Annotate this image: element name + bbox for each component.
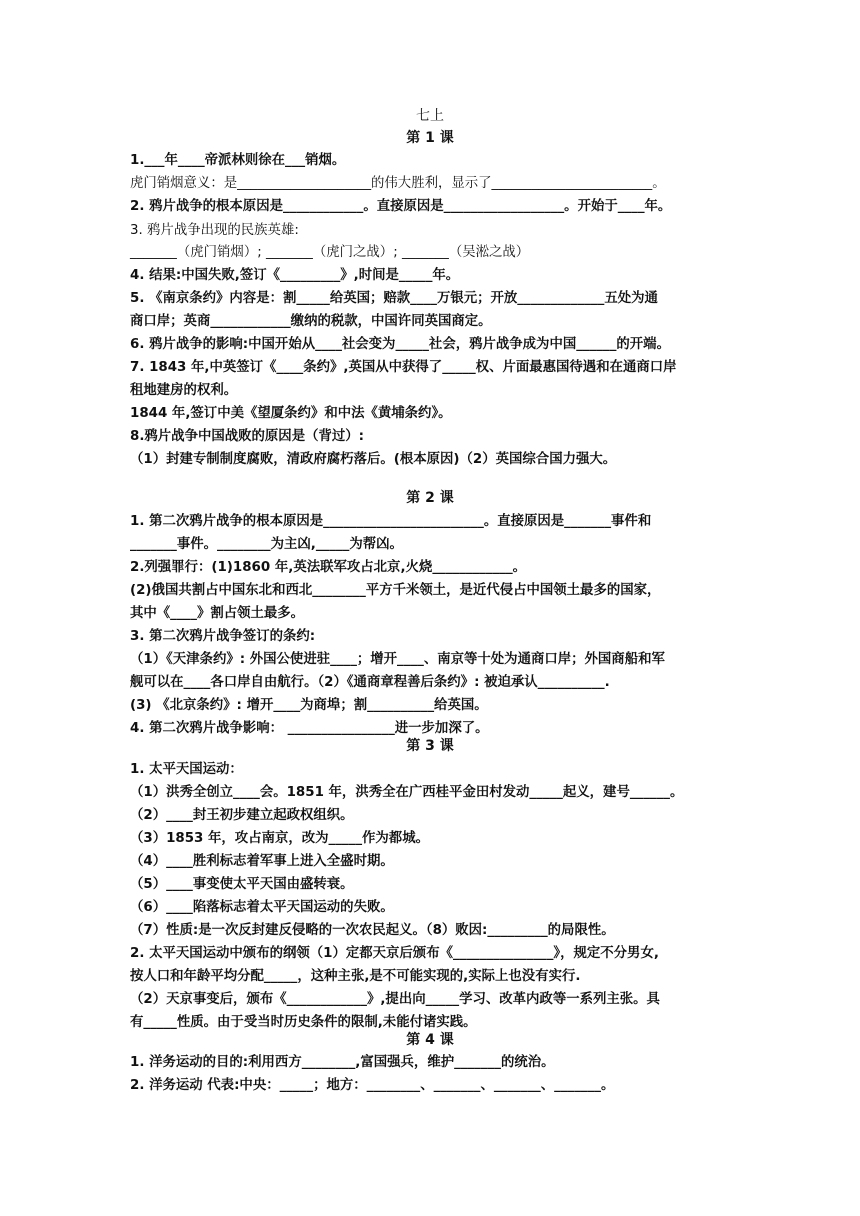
question-line: 虎门销烟意义：是____________________的伟大胜利，显示了________________________。 [130,176,666,191]
lesson-heading: 第 1 课 [406,130,454,146]
question-line: 租地建房的权利。 [130,383,238,398]
question-line: 1.___年____帝派林则徐在___销烟。 [130,153,346,168]
question-line: 按人口和年龄平均分配_____，这种主张,是不可能实现的,实际上也没有实行. [130,969,581,984]
question-line: 商口岸；英商____________缴纳的税款，中国许同英国商定。 [130,314,492,329]
question-line: 舰可以在____各口岸自由航行。（2）《通商章程善后条约》: 被迫承认__________. [130,675,610,690]
question-line: （4）____胜利标志着军事上进入全盛时期。 [130,854,394,869]
question-line: 5. 《南京条约》内容是：割_____给英国；赔款____万银元；开放_____________五处为通 [130,291,658,306]
question-line: 2. 太平天国运动中颁布的纲领（1）定都天京后颁布《_______________》，规定不分男女, [130,946,659,961]
question-line: （7）性质:是一次反封建反侵略的一次农民起义。（8）败因:_________的局限性。 [130,923,615,938]
question-line: （5）____事变使太平天国由盛转衰。 [130,877,354,892]
question-line: (3) 《北京条约》: 增开____为商埠；割__________给英国。 [130,698,488,713]
question-line: 1. 太平天国运动： [130,762,243,777]
question-line: 8.鸦片战争中国战败的原因是（背过）: [130,429,365,444]
question-line: 4. 第二次鸦片战争影响： ________________进一步加深了。 [130,721,489,736]
question-line: （1）洪秀全创立____会。1851 年，洪秀全在广西桂平金田村发动_____起义，建号______。 [130,785,684,800]
question-line: 1844 年,签订中美《望厦条约》和中法《黄埔条约》。 [130,406,452,421]
question-line: 2. 洋务运动 代表:中央：_____；地方：________、_______、_______、_______。 [130,1078,615,1093]
question-line: （1）封建专制制度腐败，清政府腐朽落后。(根本原因)（2）英国综合国力强大。 [130,452,617,467]
question-line: （3）1853 年，攻占南京，改为_____作为都城。 [130,831,429,846]
question-line: 4. 结果:中国失败,签订《_________》,时间是_____年。 [130,268,460,283]
question-line: （6）____陷落标志着太平天国运动的失败。 [130,900,394,915]
question-line: 2. 鸦片战争的根本原因是____________。直接原因是__________________。开始于____年。 [130,199,672,214]
lesson-heading: 第 2 课 [406,490,454,506]
question-line: 有_____性质。由于受当时历史条件的限制,未能付诸实践。 [130,1015,477,1030]
question-line: 其中《____》割占领土最多。 [130,606,305,621]
question-line: 3. 第二次鸦片战争签订的条约: [130,629,316,644]
question-line: 2.列强罪行：(1)1860 年,英法联军攻占北京,火烧____________。 [130,560,527,575]
lesson-heading: 第 3 课 [406,738,454,754]
lesson-heading: 第 4 课 [406,1032,454,1048]
question-line: （2）天京事变后，颁布《____________》,提出向_____学习、改革内政等一系列主张。具 [130,992,660,1007]
question-line: (2)俄国共割占中国东北和西北________平方千米领土，是近代侵占中国领土最多的国家， [130,583,661,598]
question-line: 7. 1843 年,中英签订《____条约》,英国从中获得了_____权、片面最惠国待遇和在通商口岸 [130,360,677,375]
question-line: _______事件。________为主凶,_____为帮凶。 [130,537,403,552]
question-line: 1. 洋务运动的目的:利用西方________,富国强兵，维护_______的统治。 [130,1055,555,1070]
question-line: 6. 鸦片战争的影响:中国开始从____社会变为_____社会，鸦片战争成为中国______的开端。 [130,337,670,352]
question-line: _______（虎门销烟）; _______（虎门之战）; _______（吴淞之战） [130,245,530,260]
question-line: 3. 鸦片战争出现的民族英雄: [130,223,299,238]
question-line: （1）《天津条约》: 外国公使进驻____；增开____、南京等十处为通商口岸；外国商船和军 [130,652,665,667]
question-line: （2）____封王初步建立起政权组织。 [130,808,354,823]
question-line: 1. 第二次鸦片战争的根本原因是________________________。直接原因是_______事件和 [130,514,652,529]
document-title: 七上 [416,108,444,124]
